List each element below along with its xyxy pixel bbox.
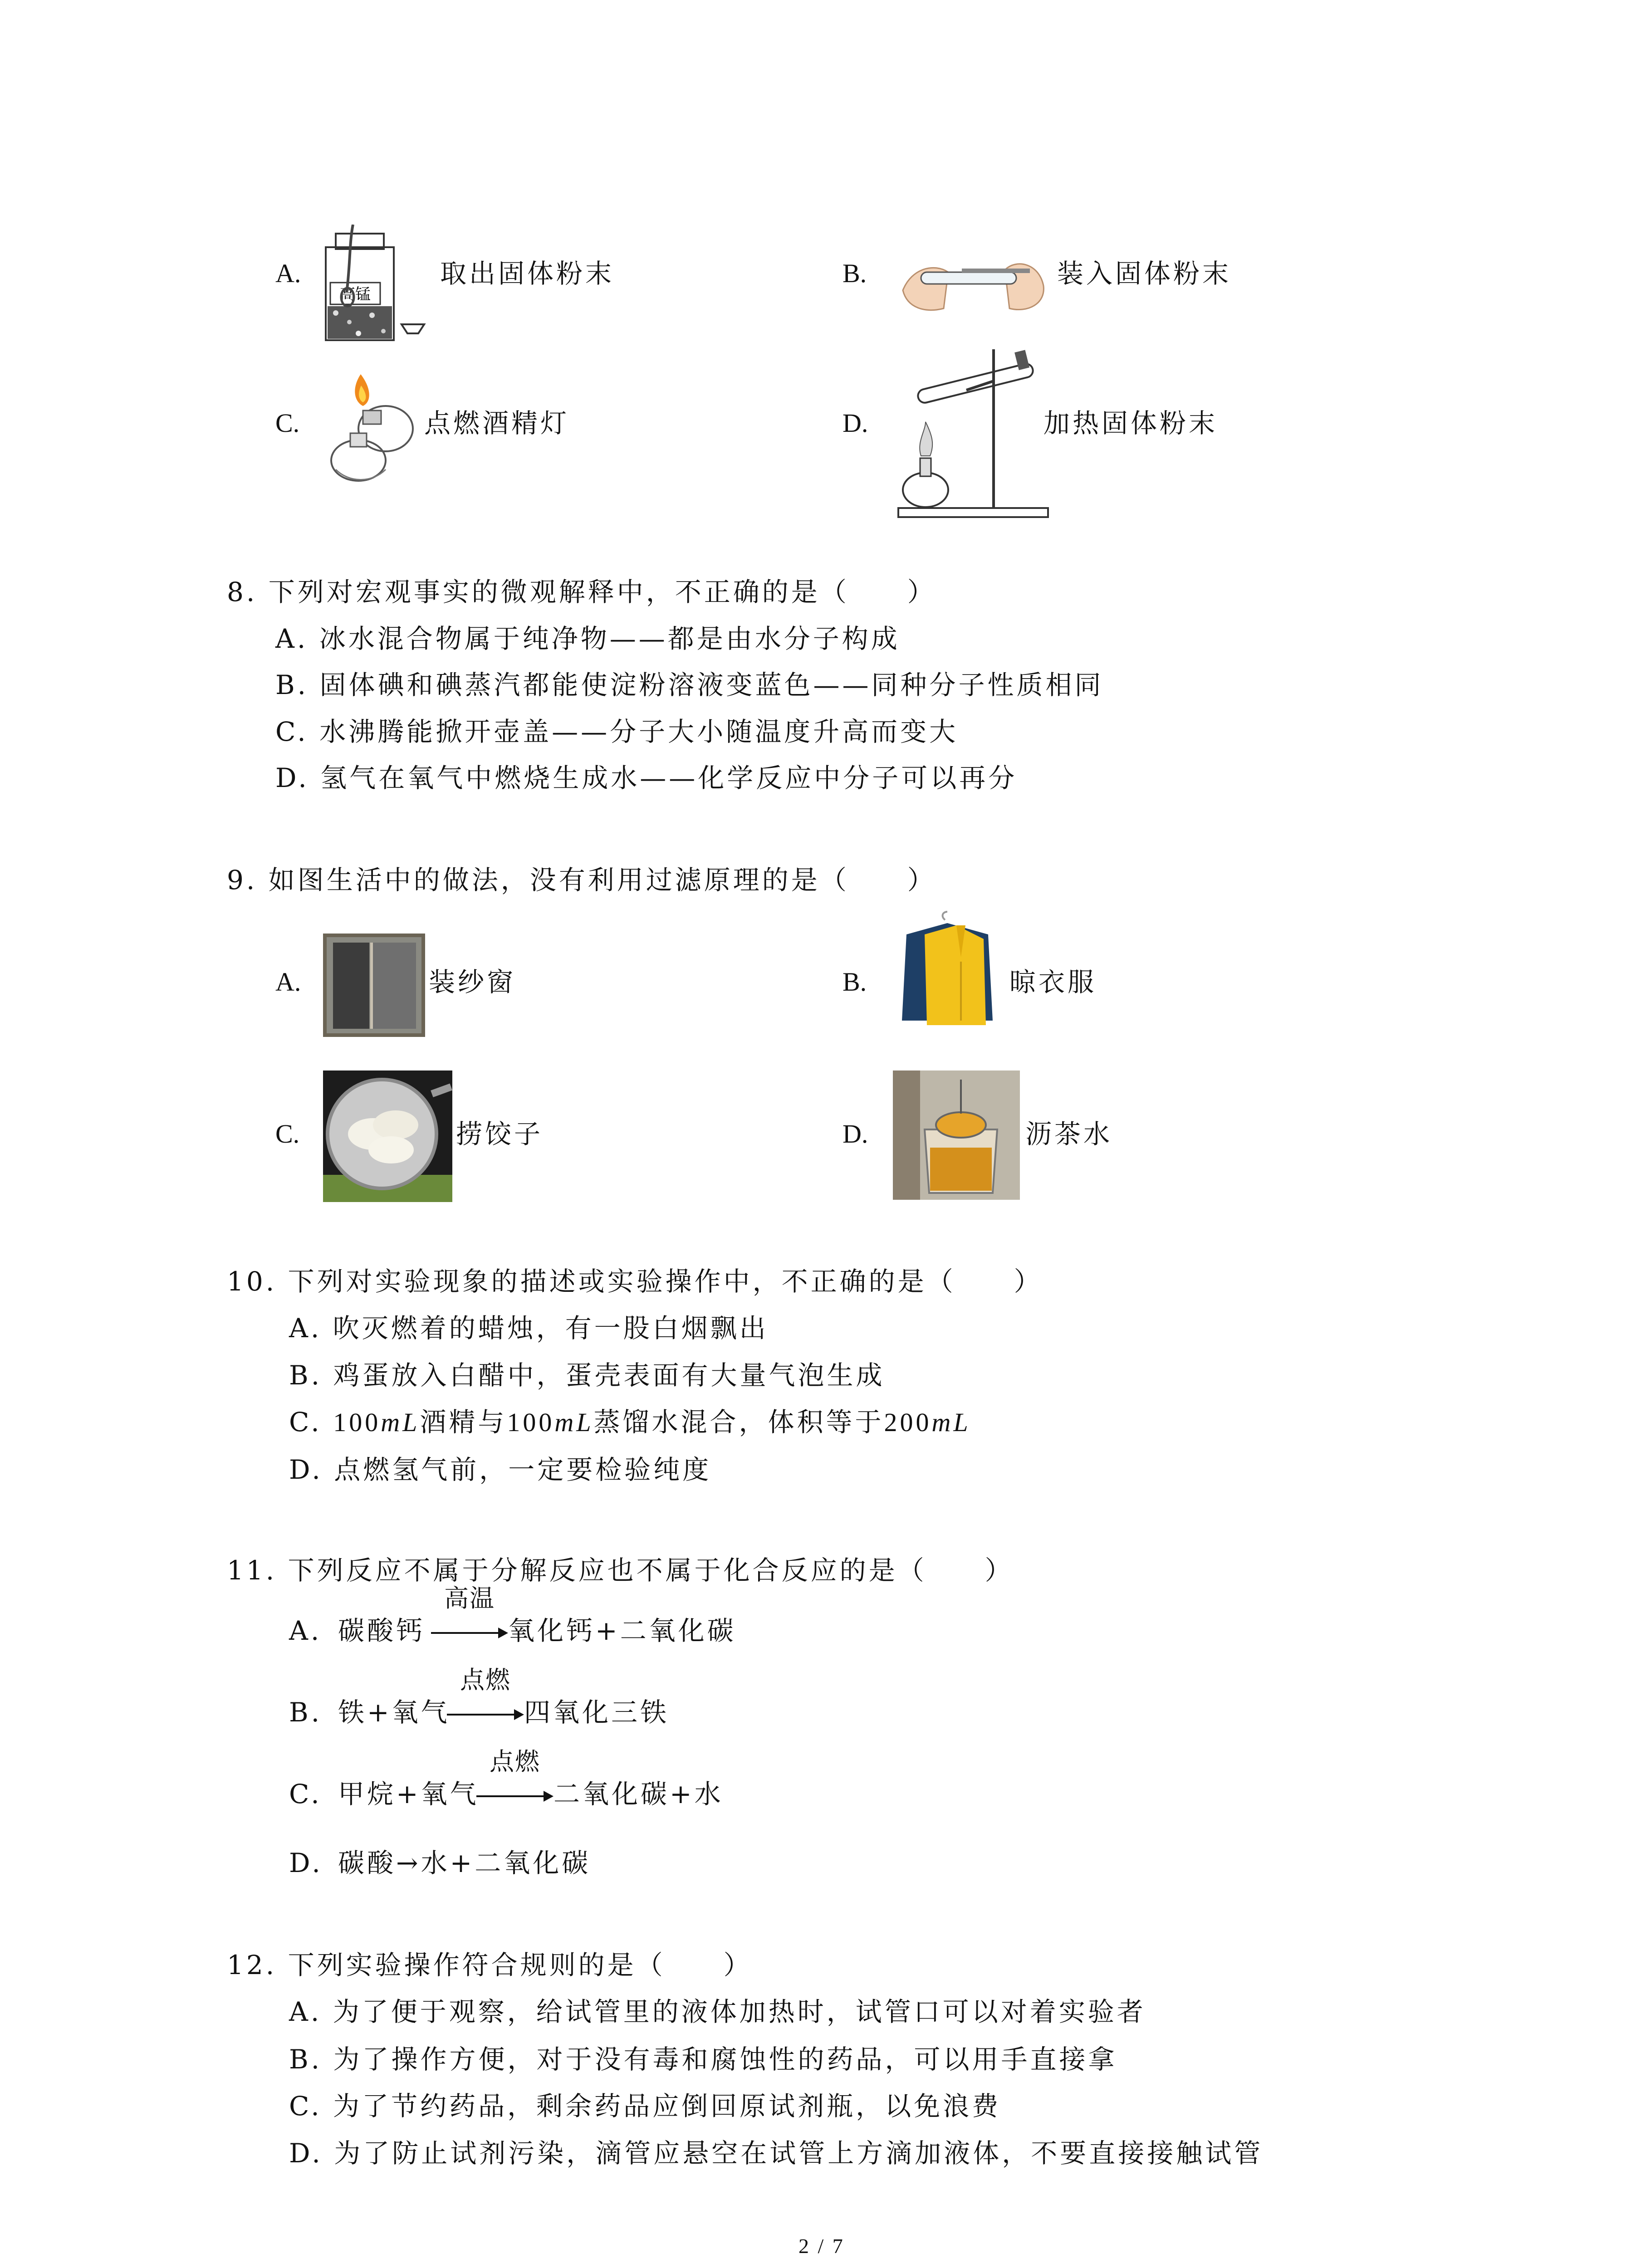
- arrow-line: [431, 1632, 502, 1634]
- test-tube-hands-image: [894, 240, 1057, 318]
- jar-label-text: 高锰: [340, 285, 371, 303]
- q11-stem: 11. 下列反应不属于分解反应也不属于化合反应的是（ ）: [227, 1555, 1014, 1586]
- q10-text1: 酒精与: [420, 1407, 507, 1437]
- q9-stem: 9. 如图生活中的做法，没有利用过滤原理的是（ ）: [227, 865, 936, 895]
- q10-unit2: mL: [554, 1408, 594, 1437]
- q12-stem: 12. 下列实验操作符合规则的是（ ）: [227, 1950, 753, 1980]
- q7-option-d-label: D.: [843, 408, 868, 438]
- q11-option-b-condition: 点燃: [460, 1666, 511, 1694]
- q11-option-c-label: C.: [289, 1779, 322, 1809]
- q8-option-d: D. 氢气在氧气中燃烧生成水——化学反应中分子可以再分: [275, 763, 1018, 793]
- q11-option-a-left: 碳酸钙: [338, 1615, 426, 1646]
- q10-option-c: [289, 1406, 971, 1438]
- q11-option-c-right: 二氧化碳+水: [554, 1779, 724, 1809]
- q11-option-c-condition: 点燃: [490, 1747, 540, 1776]
- q10-text2: 蒸馏水混合，体积等于: [593, 1407, 884, 1437]
- q7-option-c-text: 点燃酒精灯: [424, 408, 570, 439]
- q9-option-d-label: D.: [843, 1119, 868, 1149]
- q11-option-a-condition: 高温: [444, 1584, 495, 1613]
- q9-option-c-label: C.: [275, 1119, 300, 1149]
- q9-option-a-text: 装纱窗: [429, 967, 516, 997]
- q9-option-c-text: 捞饺子: [456, 1119, 544, 1149]
- q9-option-b-label: B.: [843, 967, 867, 997]
- q8-option-c: C. 水沸腾能掀开壶盖——分子大小随温度升高而变大: [275, 716, 959, 747]
- q10-unit3: mL: [931, 1408, 971, 1437]
- q7-option-a-label: A.: [275, 259, 301, 288]
- q7-option-b-label: B.: [843, 259, 867, 288]
- q10-unit1: mL: [381, 1408, 420, 1437]
- q9-option-a-label: A.: [275, 967, 301, 997]
- q11-option-a-arrow: [431, 1584, 508, 1647]
- dumpling-strainer-photo: [323, 1070, 452, 1202]
- arrow-head-icon: [498, 1628, 508, 1638]
- q10-vol2: 100: [507, 1408, 555, 1437]
- q10-option-c-label: C.: [289, 1407, 322, 1437]
- drying-clothes-photo: [893, 907, 1002, 1030]
- q8-stem: 8. 下列对宏观事实的微观解释中，不正确的是（ ）: [227, 577, 936, 607]
- q11-option-c-arrow: [476, 1747, 554, 1810]
- q10-vol1: 100: [333, 1408, 381, 1437]
- q7-option-b-text: 装入固体粉末: [1057, 258, 1232, 289]
- q10-stem: 10. 下列对实验现象的描述或实验操作中，不正确的是（ ）: [227, 1266, 1043, 1297]
- arrow-line: [447, 1714, 518, 1716]
- arrow-head-icon: [514, 1709, 524, 1720]
- q10-vol3: 200: [884, 1408, 932, 1437]
- lighting-alcohol-lamp-image: [318, 370, 426, 492]
- q11-option-b-label: B.: [289, 1697, 323, 1728]
- q9-option-d-text: 沥茶水: [1025, 1119, 1113, 1149]
- window-screen-photo: [323, 934, 425, 1037]
- q11-option-d-text: 碳酸→水+二氧化碳: [338, 1848, 591, 1878]
- q10-option-b: B. 鸡蛋放入白醋中，蛋壳表面有大量气泡生成: [289, 1360, 885, 1391]
- q7-option-a-text: 取出固体粉末: [440, 258, 615, 289]
- q10-option-d: D. 点燃氢气前，一定要检验纯度: [289, 1454, 712, 1485]
- q11-option-c-left: 甲烷+氧气: [338, 1779, 479, 1809]
- q9-option-b-text: 晾衣服: [1009, 967, 1097, 997]
- arrow-head-icon: [544, 1791, 554, 1802]
- q8-option-a: A. 冰水混合物属于纯净物——都是由水分子构成: [275, 623, 900, 654]
- q11-option-b-arrow: [447, 1666, 524, 1728]
- page-number: 2 / 7: [798, 2234, 845, 2258]
- arrow-line: [476, 1795, 547, 1797]
- q12-option-b: B. 为了操作方便，对于没有毒和腐蚀性的药品，可以用手直接拿: [289, 2044, 1117, 2075]
- reagent-jar-spoon-image: [318, 225, 426, 347]
- q12-option-c: C. 为了节约药品，剩余药品应倒回原试剂瓶，以免浪费: [289, 2091, 1001, 2121]
- q11-option-b-left: 铁+氧气: [338, 1697, 450, 1728]
- q11-option-b-right: 四氧化三铁: [524, 1697, 670, 1728]
- q12-option-a: A. 为了便于观察，给试管里的液体加热时，试管口可以对着实验者: [289, 1996, 1146, 2027]
- q11-option-d-label: D.: [289, 1848, 323, 1878]
- q7-option-d-text: 加热固体粉末: [1043, 408, 1218, 439]
- q7-option-c-label: C.: [275, 408, 300, 438]
- heating-test-tube-stand-image: [889, 340, 1053, 522]
- tea-strainer-photo: [893, 1070, 1020, 1200]
- q8-option-b: B. 固体碘和碘蒸汽都能使淀粉溶液变蓝色——同种分子性质相同: [275, 670, 1104, 700]
- q12-option-d: D. 为了防止试剂污染，滴管应悬空在试管上方滴加液体，不要直接接触试管: [289, 2138, 1264, 2169]
- q11-option-a-label: A.: [289, 1615, 322, 1646]
- q10-option-a: A. 吹灭燃着的蜡烛，有一股白烟飘出: [289, 1313, 769, 1344]
- q11-option-a-right: 氧化钙+二氧化碳: [508, 1615, 736, 1646]
